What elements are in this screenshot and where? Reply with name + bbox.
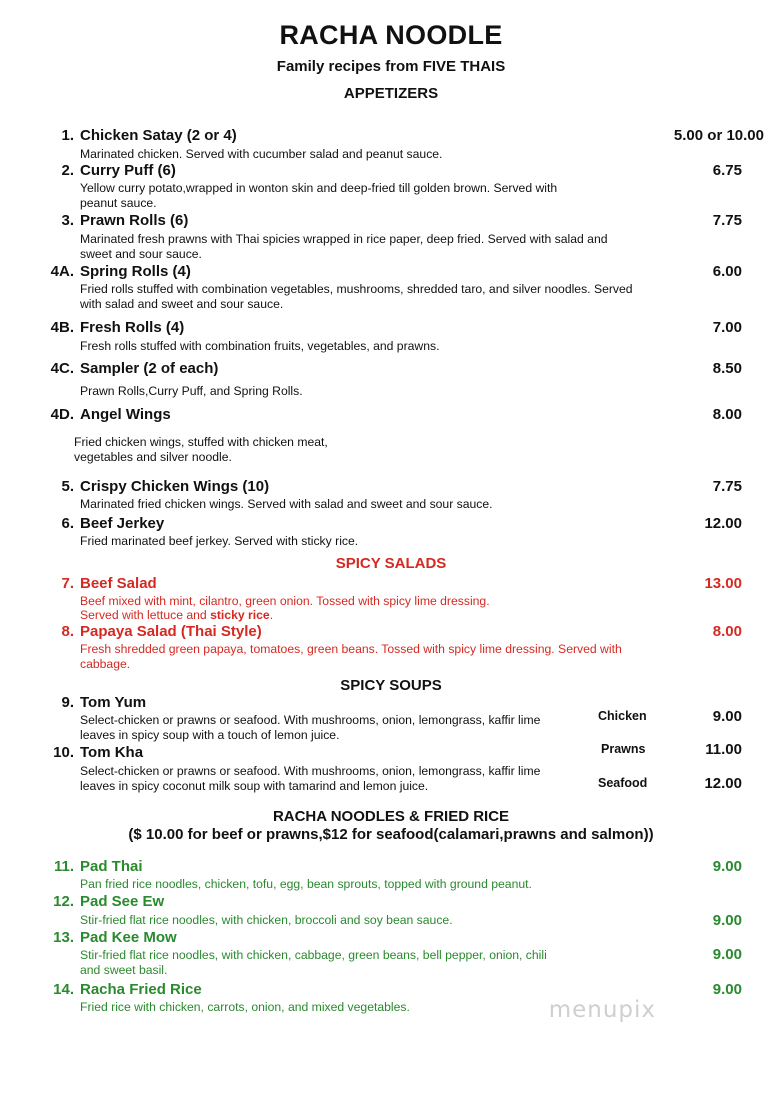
soup-option-label: Chicken [598, 709, 647, 723]
item-number: 4D. [50, 406, 74, 423]
item-name: Pad See Ew [80, 893, 165, 910]
section-heading-noodles: RACHA NOODLES & FRIED RICE [272, 808, 510, 825]
item-description: Prawn Rolls,Curry Puff, and Spring Rolls. [80, 384, 303, 398]
item-description: Fried chicken wings, stuffed with chicken meat, [74, 435, 328, 449]
item-number: 14. [53, 981, 74, 998]
item-description: Fried marinated beef jerkey. Served with sticky rice. [80, 534, 359, 548]
item-description: Beef mixed with mint, cilantro, green onion. Tossed with spicy lime dressing. [80, 594, 490, 608]
item-number: 13. [53, 929, 74, 946]
item-number: 9. [61, 694, 74, 711]
item-name: Angel Wings [80, 406, 171, 423]
description-text: Served with lettuce and [80, 608, 211, 622]
item-price: 7.00 [712, 319, 742, 336]
item-price: 6.75 [712, 162, 742, 179]
item-number: 3. [61, 212, 74, 229]
item-description: Yellow curry potato,wrapped in wonton skin and deep-fried till golden brown. Served with peanut sauce. [80, 181, 558, 210]
item-price: 9.00 [712, 946, 742, 963]
item-price: 8.00 [712, 623, 742, 640]
soup-option-label: Prawns [601, 742, 646, 756]
item-name: Crispy Chicken Wings (10) [80, 478, 270, 495]
soup-option-price: 11.00 [705, 741, 742, 758]
item-price: 9.00 [712, 981, 742, 998]
item-description: Stir-fried flat rice noodles, with chicken, broccoli and soy bean sauce. [80, 913, 453, 927]
item-description: Fried rice with chicken, carrots, onion, and mixed vegetables. [80, 1000, 410, 1014]
item-name: Racha Fried Rice [80, 981, 202, 998]
item-number: 4A. [50, 263, 74, 280]
item-name: Curry Puff (6) [80, 162, 176, 179]
item-description: Marinated chicken. Served with cucumber salad and peanut sauce. [80, 147, 443, 161]
restaurant-title: RACHA NOODLE [279, 20, 503, 50]
item-name: Beef Salad [80, 575, 157, 592]
item-description [80, 608, 650, 623]
item-price: 8.50 [712, 360, 742, 377]
item-name: Pad Kee Mow [80, 929, 177, 946]
noodles-pricing-note: ($ 10.00 for beef or prawns,$12 for seafood(calamari,prawns and salmon)) [128, 826, 654, 843]
item-number: 2. [61, 162, 74, 179]
soup-option-label: Seafood [598, 776, 648, 790]
item-name: Fresh Rolls (4) [80, 319, 185, 336]
item-description: Fresh shredded green papaya, tomatoes, green beans. Tossed with spicy lime dressing. Served with cabbage. [80, 642, 622, 671]
item-price: 7.75 [712, 478, 742, 495]
section-heading-spicy-salads: SPICY SALADS [335, 555, 447, 572]
item-number: 12. [53, 893, 74, 910]
item-description: Stir-fried flat rice noodles, with chicken, cabbage, green beans, bell pepper, onion, chili and sweet basil. [80, 948, 547, 977]
item-name: Tom Kha [80, 744, 144, 761]
item-name: Prawn Rolls (6) [80, 212, 189, 229]
item-description: Select-chicken or prawns or seafood. With mushrooms, onion, lemongrass, kaffir lime leaves in spicy coconut milk soup with tamarind and lemon juice. [80, 764, 541, 793]
item-description: Fresh rolls stuffed with combination fruits, vegetables, and prawns. [80, 339, 440, 353]
item-number: 10. [53, 744, 74, 761]
item-number: 6. [61, 515, 74, 532]
description-highlight: sticky rice [210, 608, 270, 622]
menupix-watermark: menupix [548, 997, 656, 1023]
item-price: 8.00 [712, 406, 742, 423]
item-name: Beef Jerkey [80, 515, 165, 532]
item-description: Marinated fried chicken wings. Served with salad and sweet and sour sauce. [80, 497, 493, 511]
item-description: Marinated fresh prawns with Thai spicies wrapped in rice paper, deep fried. Served with salad and sweet and sour sauce. [80, 232, 608, 261]
item-price: 9.00 [712, 912, 742, 929]
item-number: 5. [61, 478, 74, 495]
item-price: 12.00 [704, 515, 742, 532]
item-name: Pad Thai [80, 858, 143, 875]
item-price: 7.75 [712, 212, 742, 229]
item-description: Fried rolls stuffed with combination vegetables, mushrooms, shredded taro, and silver noodles. Served with salad and sweet and sour sauce. [80, 282, 633, 311]
item-name: Sampler (2 of each) [80, 360, 219, 377]
item-number: 4C. [50, 360, 74, 377]
item-name: Spring Rolls (4) [80, 263, 191, 280]
item-price: 5.00 or 10.00 [673, 127, 764, 144]
item-description: Select-chicken or prawns or seafood. With mushrooms, onion, lemongrass, kaffir lime leaves in spicy soup with a touch of lemon juice. [80, 713, 541, 742]
item-name: Chicken Satay (2 or 4) [80, 127, 237, 144]
item-description: vegetables and silver noodle. [74, 450, 232, 464]
soup-option-price: 9.00 [712, 708, 742, 725]
item-name: Tom Yum [80, 694, 147, 711]
section-heading-spicy-soups: SPICY SOUPS [340, 677, 442, 694]
tagline: Family recipes from FIVE THAIS [276, 58, 506, 75]
item-number: 4B. [50, 319, 74, 336]
item-price: 13.00 [704, 575, 742, 592]
item-name: Papaya Salad (Thai Style) [80, 623, 262, 640]
section-heading-appetizers: APPETIZERS [343, 85, 439, 102]
item-number: 11. [53, 858, 74, 875]
item-number: 7. [61, 575, 74, 592]
item-price: 6.00 [712, 263, 742, 280]
description-text: . [269, 608, 274, 622]
item-number: 1. [61, 127, 74, 144]
soup-option-price: 12.00 [704, 775, 742, 792]
item-number: 8. [61, 623, 74, 640]
item-description: Pan fried rice noodles, chicken, tofu, egg, bean sprouts, topped with ground peanut. [80, 877, 532, 891]
item-price: 9.00 [712, 858, 742, 875]
